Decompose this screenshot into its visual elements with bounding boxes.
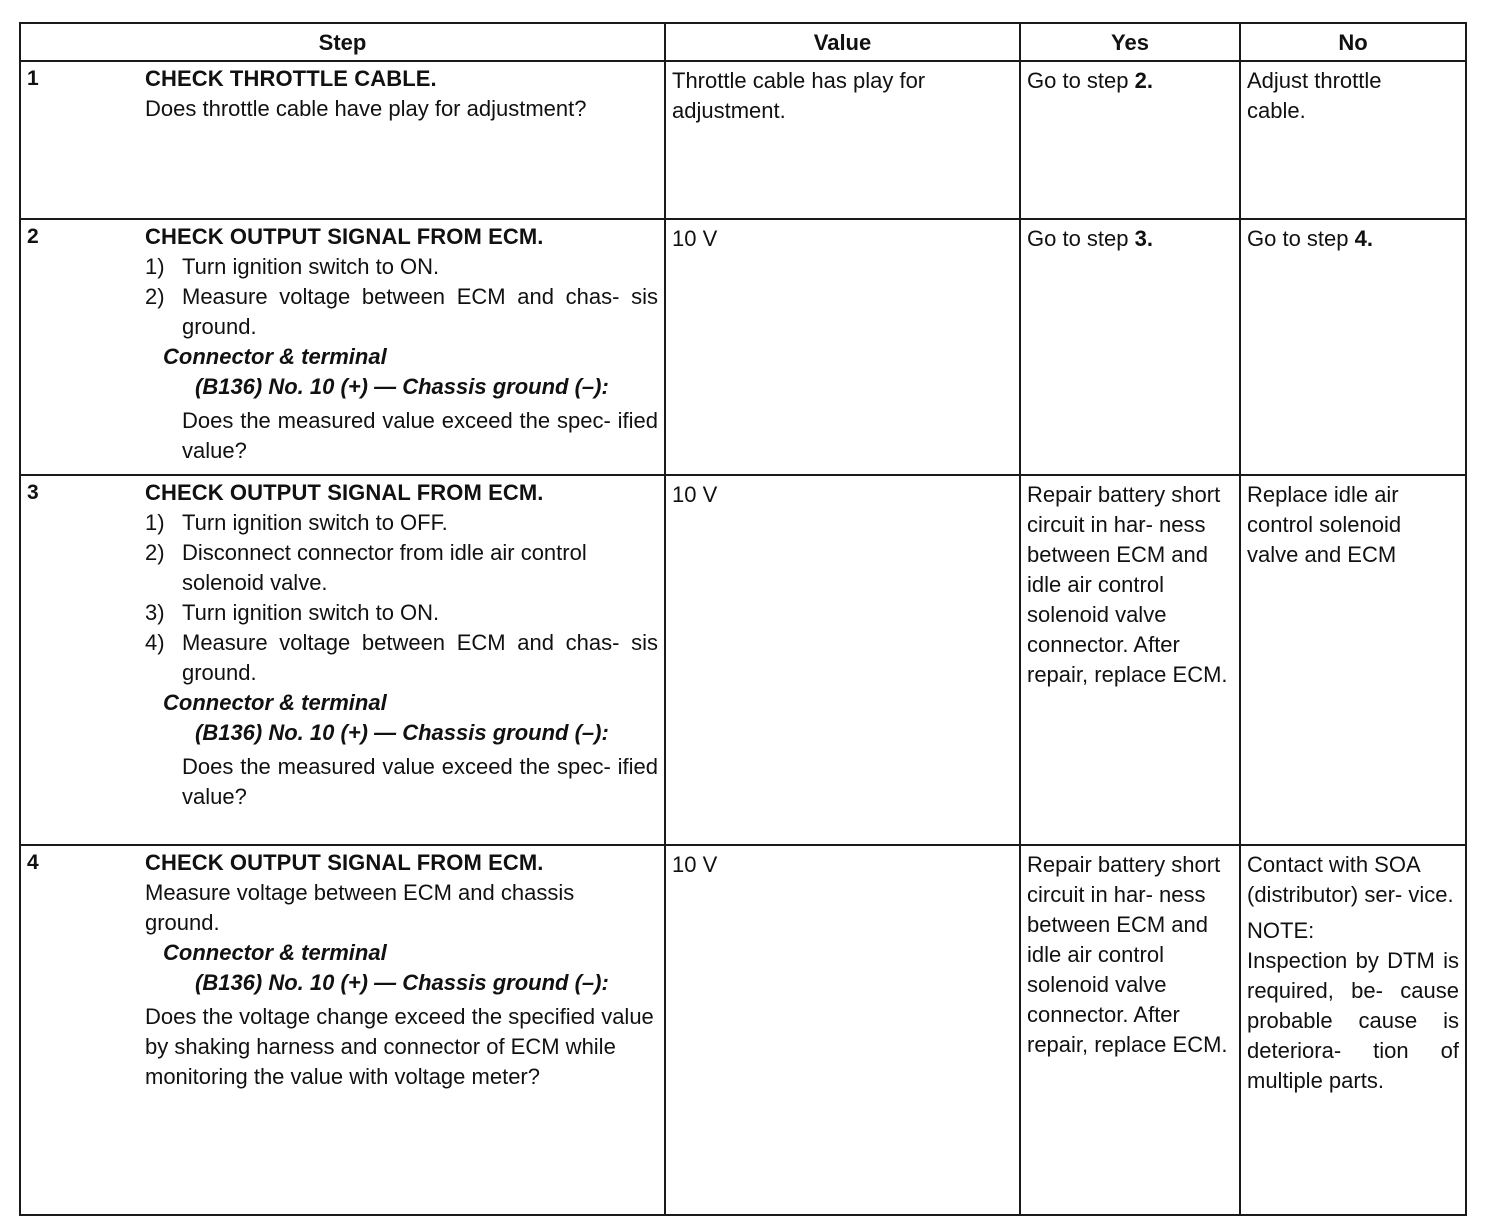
yes-step-ref: 2. (1134, 68, 1153, 93)
step-cell (20, 845, 665, 1215)
yes-text: Go to step (1027, 68, 1135, 93)
yes-text: Repair battery short circuit in har- ness between ECM and idle air control solenoid valve connector. After repair, replace ECM. (1027, 852, 1228, 1057)
diagnostic-table (19, 22, 1467, 1216)
procedure-number: 2) (145, 540, 165, 565)
value-line: adjustment. (672, 98, 786, 123)
table-row (20, 475, 1466, 845)
step-number: 1 (27, 67, 39, 90)
no-cell (1240, 845, 1466, 1215)
procedure-item (145, 538, 658, 598)
procedure-item (145, 252, 658, 282)
step-number: 4 (27, 851, 39, 874)
connector-terminal-label: Connector & terminal (163, 940, 387, 965)
no-text: Go to step (1247, 226, 1355, 251)
connector-terminal-label: Connector & terminal (163, 344, 387, 369)
step-cell (20, 475, 665, 845)
no-cell (1240, 219, 1466, 475)
procedure-item (145, 282, 658, 342)
table-row (20, 845, 1466, 1215)
step-cell (20, 61, 665, 219)
step-title: CHECK OUTPUT SIGNAL FROM ECM. (145, 224, 544, 249)
step-question: Does the measured value exceed the spec- ified value? (182, 754, 658, 809)
no-cell (1240, 61, 1466, 219)
procedure-text: Disconnect connector from idle air control solenoid valve. (182, 540, 587, 595)
procedure-item (145, 598, 658, 628)
step-intro: Does throttle cable have play for adjustment? (145, 96, 587, 121)
connector-terminal-value: (B136) No. 10 (+) — Chassis ground (–): (195, 720, 609, 745)
note-label: NOTE: (1247, 918, 1315, 943)
note-text: Inspection by DTM is required, be- cause probable cause is deteriora- tion of multiple parts. (1247, 948, 1459, 1093)
procedure-number: 2) (145, 284, 165, 309)
procedure-number: 1) (145, 510, 165, 535)
table-row (20, 61, 1466, 219)
no-text: Contact with SOA (distributor) ser- vice. (1247, 852, 1454, 907)
procedure-item (145, 508, 658, 538)
step-question: Does the voltage change exceed the specified value by shaking harness and connector of ECM while monitoring the value with voltage meter? (145, 1004, 654, 1089)
procedure-text: Turn ignition switch to ON. (182, 600, 440, 625)
yes-step-ref: 3. (1134, 226, 1153, 251)
value-cell: 10 V (665, 845, 1020, 1215)
connector-terminal-value: (B136) No. 10 (+) — Chassis ground (–): (195, 374, 609, 399)
procedure-text: Turn ignition switch to OFF. (182, 510, 448, 535)
step-number: 2 (27, 225, 39, 248)
step-title: CHECK OUTPUT SIGNAL FROM ECM. (145, 480, 544, 505)
step-question: Does the measured value exceed the spec- ified value? (182, 408, 658, 463)
no-text: Adjust throttle cable. (1247, 68, 1382, 123)
yes-cell (1020, 475, 1240, 845)
connector-terminal-label: Connector & terminal (163, 690, 387, 715)
value-line: Throttle cable has play for (672, 68, 926, 93)
step-number: 3 (27, 481, 39, 504)
procedure-number: 4) (145, 630, 165, 655)
yes-cell (1020, 61, 1240, 219)
step-title: CHECK OUTPUT SIGNAL FROM ECM. (145, 850, 544, 875)
header-no: No (1240, 23, 1466, 61)
step-title: CHECK THROTTLE CABLE. (145, 66, 437, 91)
value-cell (665, 61, 1020, 219)
step-cell (20, 219, 665, 475)
yes-text: Go to step (1027, 226, 1135, 251)
procedure-text: Measure voltage between ECM and chas- sis ground. (182, 284, 658, 339)
table-row (20, 219, 1466, 475)
procedure-number: 3) (145, 600, 165, 625)
yes-cell (1020, 845, 1240, 1215)
table-header-row (20, 23, 1466, 61)
header-yes: Yes (1020, 23, 1240, 61)
header-step: Step (20, 23, 665, 61)
connector-terminal-value: (B136) No. 10 (+) — Chassis ground (–): (195, 970, 609, 995)
procedure-number: 1) (145, 254, 165, 279)
header-value: Value (665, 23, 1020, 61)
value-cell: 10 V (665, 475, 1020, 845)
yes-cell (1020, 219, 1240, 475)
no-step-ref: 4. (1354, 226, 1373, 251)
procedure-item (145, 628, 658, 688)
procedure-text: Measure voltage between ECM and chas- sis ground. (182, 630, 658, 685)
value-cell: 10 V (665, 219, 1020, 475)
no-cell (1240, 475, 1466, 845)
yes-text: Repair battery short circuit in har- ness between ECM and idle air control solenoid valve connector. After repair, replace ECM. (1027, 482, 1228, 687)
no-text: Replace idle air control solenoid valve and ECM (1247, 482, 1402, 567)
procedure-text: Turn ignition switch to ON. (182, 254, 440, 279)
step-intro: Measure voltage between ECM and chassis ground. (145, 880, 575, 935)
